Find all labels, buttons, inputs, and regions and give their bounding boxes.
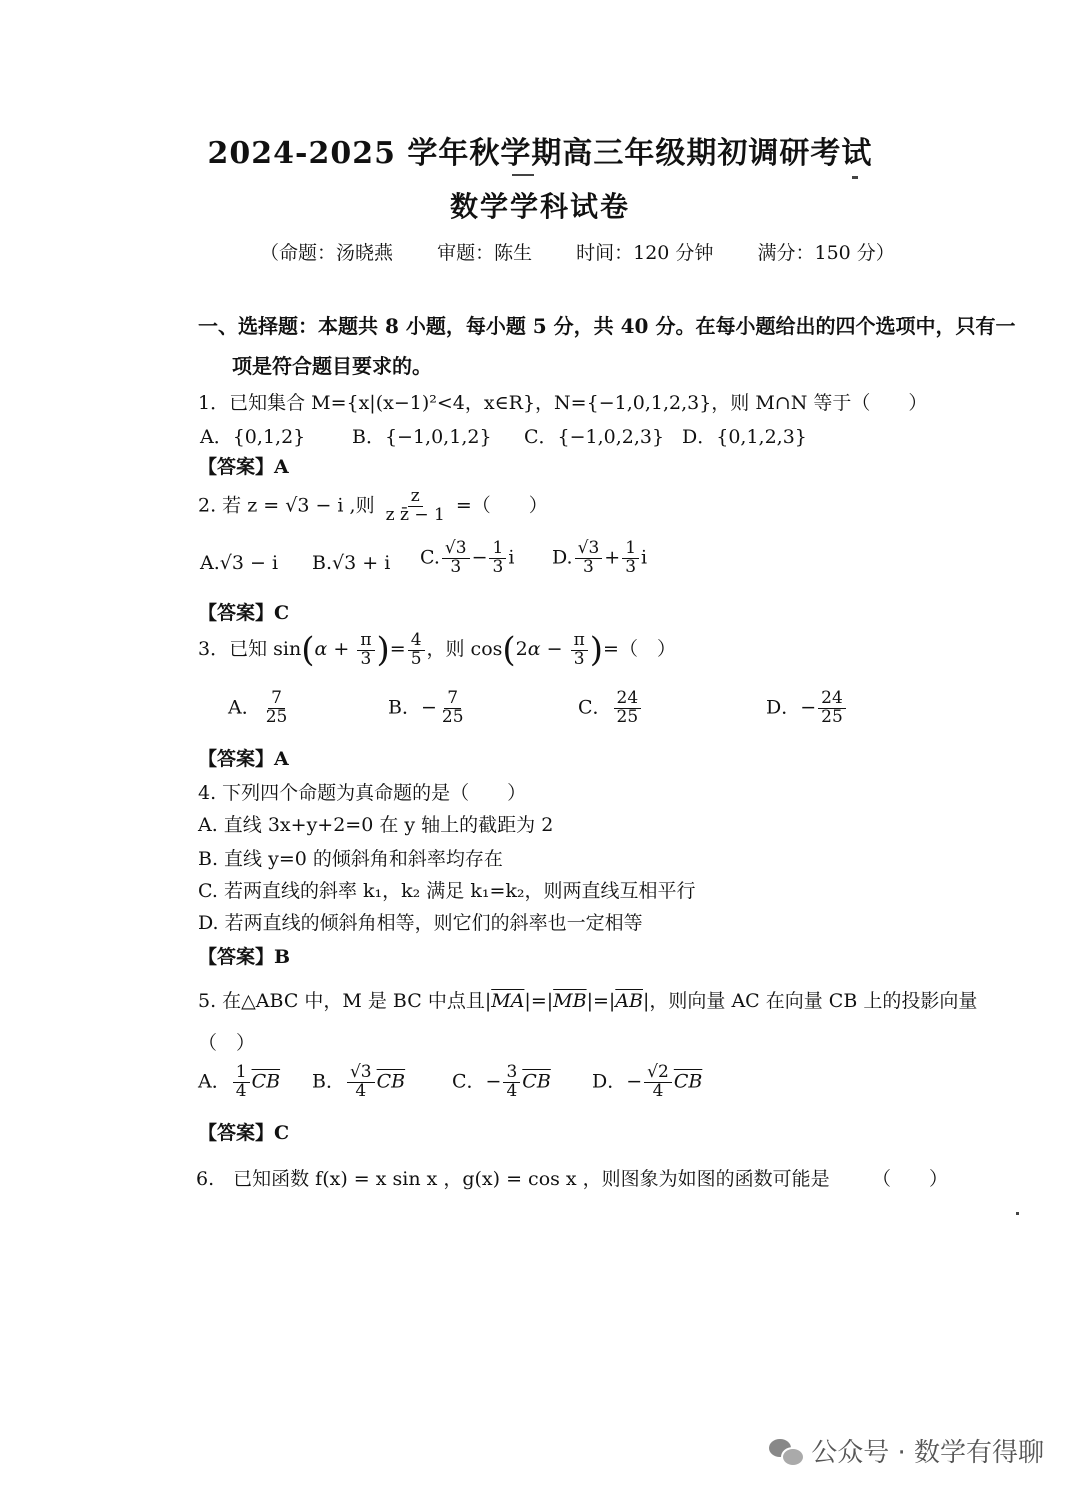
meta-reviewer: 审题：陈生 [437,242,533,264]
q2-option-d: D. $\frac{√3}{3}$ + $\frac{1}{3}$ i [552,538,648,577]
q1-option-b: B．{−1,0,1,2} [352,426,492,448]
meta-score: 满分：150 分） [757,242,895,264]
q2-option-c: C. $\frac{√3}{3}$ − $\frac{1}{3}$ i [420,538,515,577]
q5-answer: 【答案】C [198,1122,290,1144]
q4-answer: 【答案】B [198,946,291,968]
meta-time: 时间：120 分钟 [576,242,714,264]
q1-answer: 【答案】A [198,456,289,478]
q2-fraction: $\frac{z}{\text{z z̄ − 1}}$ [385,486,445,525]
section-heading-line1: 一、选择题：本题共 8 小题，每小题 5 分，共 40 分。在每小题给出的四个选项中，只有一 [198,314,1016,338]
watermark-text: 公众号 · 数学有得聊 [811,1438,1044,1468]
wechat-icon [769,1437,803,1465]
question-6-text: 6. 已知函数 f(x) = x sin x ，g(x) = cos x ，则图象为如图的函数可能是 [196,1168,830,1190]
q3-option-c: C． $\frac{24}{25}$ [578,690,643,727]
scan-speck [1016,1212,1019,1215]
exam-title: 2024-2025 学年秋学期高三年级期初调研考试 [207,136,873,171]
question-3-text: 3．已知 sin(α + $\frac{\pi}{3}$ )= $\frac{4}{5}$ ，则 cos(2α − $\frac{\pi}{3}$ )=（ ） [198,629,676,670]
section-heading-line2: 项是符合题目要求的。 [232,354,432,378]
q3-option-d: D．− $\frac{24}{25}$ [766,690,848,727]
q2-option-b: B.√3 + i [312,552,391,574]
q4-option-d: D. 若两直线的倾斜角相等，则它们的斜率也一定相等 [198,912,643,934]
question-2-text: 2. 若 z = √3 − i ,则 $\frac{z}{\text{z z̄ − 1}}$ =（ ） [198,486,548,525]
q5-paren: （ ） [198,1032,256,1054]
q1-option-d: D．{0,1,2,3} [682,426,807,448]
q5-option-c: C．− $\frac{3}{4}$ $\overline{CB}$ [452,1062,551,1101]
q4-option-c: C. 若两直线的斜率 k₁，k₂ 满足 k₁=k₂，则两直线互相平行 [198,880,696,902]
q4-option-b: B. 直线 y=0 的倾斜角和斜率均存在 [198,848,503,870]
meta-author: （命题：汤晓燕 [260,242,394,264]
q5-option-b: B． $\frac{√3}{4}$ $\overline{CB}$ [312,1062,406,1101]
exam-meta [260,238,933,265]
question-4-text: 4. 下列四个命题为真命题的是（ ） [198,782,527,804]
question-5-text: 5. 在△ABC 中，M 是 BC 中点且$|\overline{MA}|=|\overline{MB}|=|\overline{AB}|$，则向量 AC 在向量 CB 上的投影向量 [198,990,978,1012]
q3-option-a: A． $\frac{7}{25}$ [228,688,288,727]
q3-answer: 【答案】A [198,748,289,770]
q1-option-c: C．{−1,0,2,3} [524,426,665,448]
scan-speck [852,176,858,179]
q4-option-a: A. 直线 3x+y+2=0 在 y 轴上的截距为 2 [198,814,554,836]
watermark [769,1432,1044,1469]
q2-option-a: A.√3 − i [200,552,279,574]
q5-option-d: D．− $\frac{√2}{4}$ $\overline{CB}$ [592,1062,703,1101]
exam-subtitle: 数学学科试卷 [449,190,630,223]
q3-option-b: B．− $\frac{7}{25}$ [388,688,464,727]
q2-answer: 【答案】C [198,602,290,624]
question-1-text: 1．已知集合 M={x|(x−1)²<4，x∈R}，N={−1,0,1,2,3}，则 M∩N 等于（ ） [198,392,928,414]
q5-option-a: A． $\frac{1}{4}$ $\overline{CB}$ [198,1062,281,1101]
q6-paren: （ ） [872,1168,949,1190]
scan-mark [512,174,534,176]
q1-option-a: A．{0,1,2} [200,426,306,448]
